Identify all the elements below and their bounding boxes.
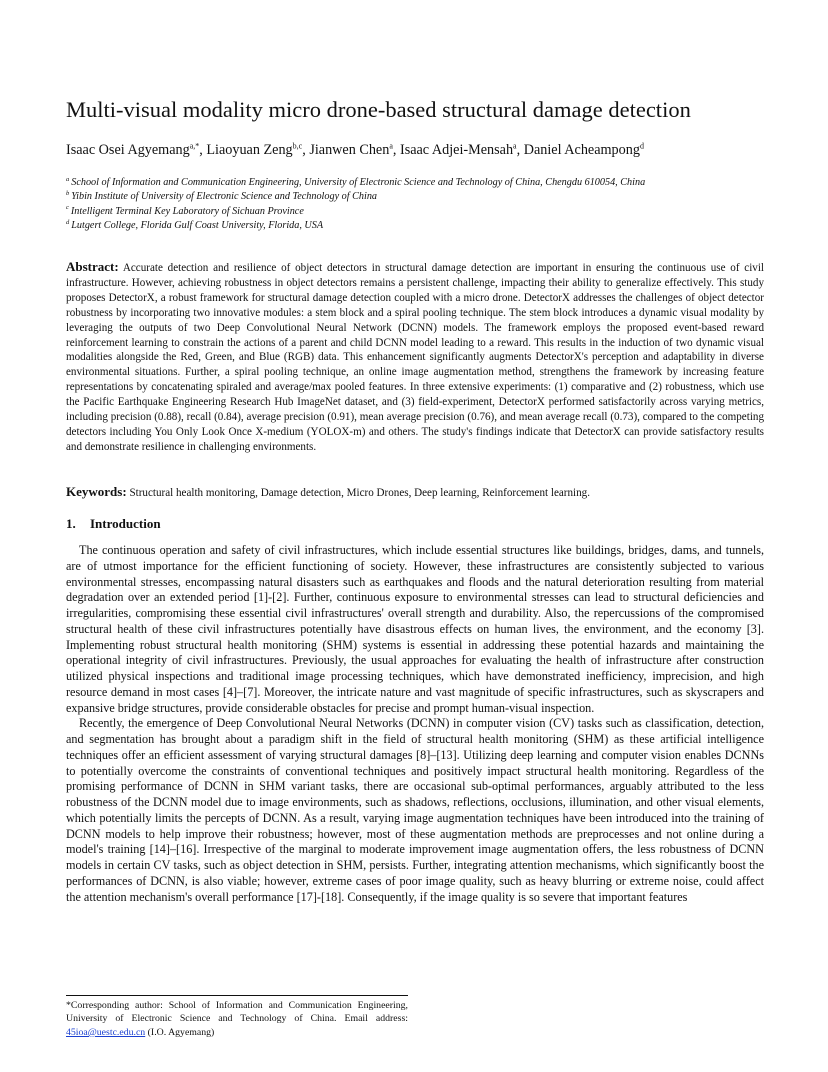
section-heading — [66, 516, 161, 532]
keywords — [66, 484, 766, 501]
section-body — [66, 543, 764, 905]
author-separator: , — [199, 142, 207, 158]
footnote-text-end: (I.O. Agyemang) — [145, 1026, 215, 1038]
author-name: Isaac Osei Agyemang — [66, 142, 190, 158]
affiliation-marker: b — [66, 189, 70, 197]
abstract-text: Accurate detection and resilience of object detectors in structural damage detection are important in ensuring the continuous use of civil infrastructure. However, achieving robustness in object detectors remains a persistent challenge, impacting their ability to generalize effectively. This study proposes DetectorX, a robust framework for structural damage detection coupled with a micro drone. DetectorX addresses the challenges of object detector robustness by incorporating two innovative modules: a stem block and a spiral pooling technique. The stem block introduces a dynamic visual modality by leveraging the outputs of two Deep Convolutional Neural Network (DCNN) models. The framework employs the proposed event-based reward reinforcement learning to constrain the actions of a parent and child DCNN model leading to a reward. This results in the induction of two dynamic visual modalities alongside the Red, Green, and Blue (RGB) data. This enhancement significantly augments DetectorX's perception and adaptability in diverse environmental situations. Further, a spiral pooling technique, an online image augmentation method, strengthens the framework by increasing feature representations by concatenating spiraled and average/max pooled features. In three extensive experiments: (1) comparative and (2) robustness, which use the Pacific Earthquake Engineering Research Hub ImageNet dataset, and (3) field-experiment, DetectorX performed satisfactorily across varying metrics, including precision (0.88), recall (0.84), average precision (0.91), mean average precision (0.76), and mean average recall (0.73), compared to the competing detectors including You Only Look Once X-medium (YOLOX-m) and others. The study's findings indicate that DetectorX can provide satisfactory results and demonstrate resilience in challenging environments. — [66, 262, 764, 453]
body-paragraph: Recently, the emergence of Deep Convolutional Neural Networks (DCNN) in computer vision (CV) tasks such as classification, detection, and segmentation has brought about a paradigm shift in the field of structural health monitoring (SHM) as these artificial intelligence techniques offer an efficient assessment of varying structural damages [8]–[13]. Utilizing deep learning and computer vision enables DCNNs to potentially overcome the constraints of conventional techniques and positively impact structural health monitoring. Regardless of the promising performance of DCNN in SHM variant tasks, there are occasional sub-optimal performances, arguably attributed to the less robustness of the DCNN model due to image environments, such as shadows, reflections, occlusions, illumination, and other visual elements, which potentially limits the percepts of DCNN. As a result, varying image augmentation techniques have been introduced into the training of DCNN models to help improve their robustness; however, most of these augmentation methods are preprocesses and not online during a model's training [14]–[16]. Irrespective of the marginal to moderate improvement image augmentation offers, the less robustness of DCNN models in certain CV tasks, such as object detection in SHM, persists. Further, integrating attention mechanisms, which significantly boost the performances of DCNN, is also viable; however, extreme cases of poor image quality, such as heavy blurring or extreme noise, could affect the attention mechanism's overall performance [17]-[18]. Consequently, if the image quality is so severe that important features — [66, 716, 764, 904]
affiliation-item — [66, 176, 766, 190]
affiliation-text: Yibin Institute of University of Electronic Science and Technology of China — [71, 191, 378, 203]
affiliation-marker: c — [66, 204, 69, 212]
author-separator: , — [516, 142, 524, 158]
author-list — [66, 141, 766, 159]
author-name: Isaac Adjei-Mensah — [399, 142, 514, 158]
affiliation-marker: a — [66, 175, 70, 183]
email-link[interactable]: 45ioa@uestc.edu.cn — [66, 1026, 146, 1038]
paper-title: Multi-visual modality micro drone-based structural damage detection — [66, 97, 691, 122]
body-paragraph: The continuous operation and safety of civil infrastructures, which include essential structures like buildings, bridges, dams, and tunnels, are of utmost importance for the efficient functioning of society. However, these infrastructures are consistently subjected to various environmental stresses, encompassing natural disasters such as earthquakes and floods and the natural deterioration resulting from material degradation over an extended period [1]-[2]. Further, continuous exposure to environmental stresses can lead to structural deficiencies and irregularities, compromising these essential civil infrastructures' overall strength and durability. Also, the repercussions of the compromised structural health of these civil infrastructures potentially have disastrous effects on human lives, the environment, and the economy [3]. Implementing robust structural health monitoring (SHM) systems is essential in addressing these potential hazards and maintaining the operational integrity of civil infrastructures. Previously, the usual approaches for evaluating the health of infrastructure after construction utilized physical inspections and traditional image processing techniques, which have demonstrated inefficiency, imprecision, and high resource demand in most cases [4]–[7]. Moreover, the intricate nature and vast magnitude of specific infrastructures, such as skyscrapers and expansive bridge structures, provide considerable obstacles for precise and prompt human-visual inspection. — [66, 543, 764, 715]
affiliation-marker: d — [66, 218, 70, 226]
author-name: Jianwen Chen — [309, 142, 390, 158]
author-separator: , — [302, 142, 310, 158]
affiliation-item — [66, 219, 766, 233]
corresponding-author-footnote — [66, 999, 408, 1039]
author-affiliation-marker: b,c — [292, 141, 303, 151]
affiliation-item — [66, 205, 766, 219]
keywords-text: Structural health monitoring, Damage detection, Micro Drones, Deep learning, Reinforcement learning. — [129, 487, 591, 499]
author-affiliation-marker: d — [639, 141, 644, 151]
author-name: Liaoyuan Zeng — [206, 142, 293, 158]
author-separator: , — [392, 142, 400, 158]
affiliation-text: Lutgert College, Florida Gulf Coast University, Florida, USA — [71, 219, 324, 231]
keywords-heading: Keywords: — [66, 484, 127, 499]
affiliation-text: Intelligent Terminal Key Laboratory of Sichuan Province — [70, 205, 304, 217]
affiliation-text: School of Information and Communication Engineering, University of Electronic Science and Technology of China, Chengdu 610054, China — [71, 177, 646, 188]
abstract-heading: Abstract: — [66, 259, 119, 274]
footnote-text: *Corresponding author: School of Information and Communication Engineering, University of Electronic Science and Technology of China. Email address: — [66, 1000, 408, 1025]
author-affiliation-marker: a — [389, 141, 393, 151]
affiliation-list — [66, 176, 766, 233]
section-number: 1. — [66, 516, 76, 531]
section-title: Introduction — [90, 516, 161, 531]
abstract — [66, 260, 764, 455]
affiliation-item — [66, 190, 766, 204]
author-affiliation-marker: a,* — [189, 141, 200, 151]
author-affiliation-marker: a — [513, 141, 517, 151]
footnote-divider — [66, 995, 408, 996]
author-name: Daniel Acheampong — [523, 142, 640, 158]
